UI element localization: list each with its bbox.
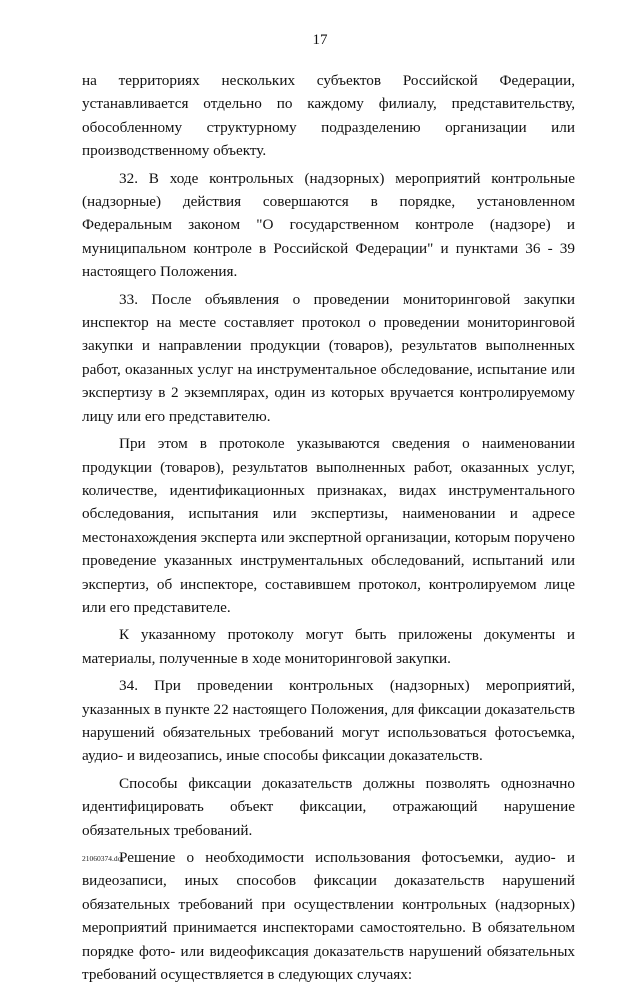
paragraph-item-32: 32. В ходе контрольных (надзорных) мероприятий контрольные (надзорные) действия совершаются в порядке, установленном Федеральным законом "О государственном контроле (надзоре) и муниципальном контроле в Российской Федерации" и пунктами 36 - 39 настоящего Положения. — [82, 169, 575, 281]
page-number: 17 — [312, 32, 328, 48]
paragraph-continuation: на территориях нескольких субъектов Российской Федерации, устанавливается отдельно по каждому филиалу, представительству, обособленному структурному подразделению организации или производственному объекту. — [82, 72, 575, 160]
paragraph-item-33: 33. После объявления о проведении мониторинговой закупки инспектор на месте составляет протокол о проведении мониторинговой закупки и направлении продукции (товаров), результатов выполненных работ, оказанных услуг на инструментальное обследование, испытание или экспертизу в 2 экземплярах, один из которых вручается контролируемому лицу или его представителю. — [82, 290, 575, 425]
paragraph-evidence-decision: Решение о необходимости использования фотосъемки, аудио- и видеозаписи, иных способов фиксации доказательств нарушений обязательных требований при осуществлении контрольных (надзорных) мероприятий принимается инспекторами самостоятельно. В обязательном порядке фото- или видеофиксация доказательств нарушений обязательных требований осуществляется в следующих случаях: — [82, 849, 575, 984]
footer-file-code: 21060374.doc — [82, 854, 125, 863]
paragraph-protocol-details: При этом в протоколе указываются сведения о наименовании продукции (товаров), результатов выполненных работ, оказанных услуг, количестве, идентификационных признаках, видах инструментального обследования, испытания или экспертизы, наименовании и адресе местонахождения эксперта или экспертной организации, которым поручено проведение указанных инструментальных обследований, испытаний или экспертиз, об инспекторе, составившем протокол, контролируемом лице или его представителе. — [82, 435, 575, 616]
paragraph-evidence-methods: Способы фиксации доказательств должны позволять однозначно идентифицировать объект фиксации, отражающий нарушение обязательных требований. — [82, 774, 575, 839]
paragraph-protocol-attachments: К указанному протоколу могут быть приложены документы и материалы, полученные в ходе мониторинговой закупки. — [82, 626, 575, 667]
document-body — [82, 69, 575, 990]
paragraph-item-34: 34. При проведении контрольных (надзорных) мероприятий, указанных в пункте 22 настоящего Положения, для фиксации доказательств нарушений обязательных требований могут использоваться фотосъемка, аудио- и видеозапись, иные способы фиксации доказательств. — [82, 677, 575, 765]
